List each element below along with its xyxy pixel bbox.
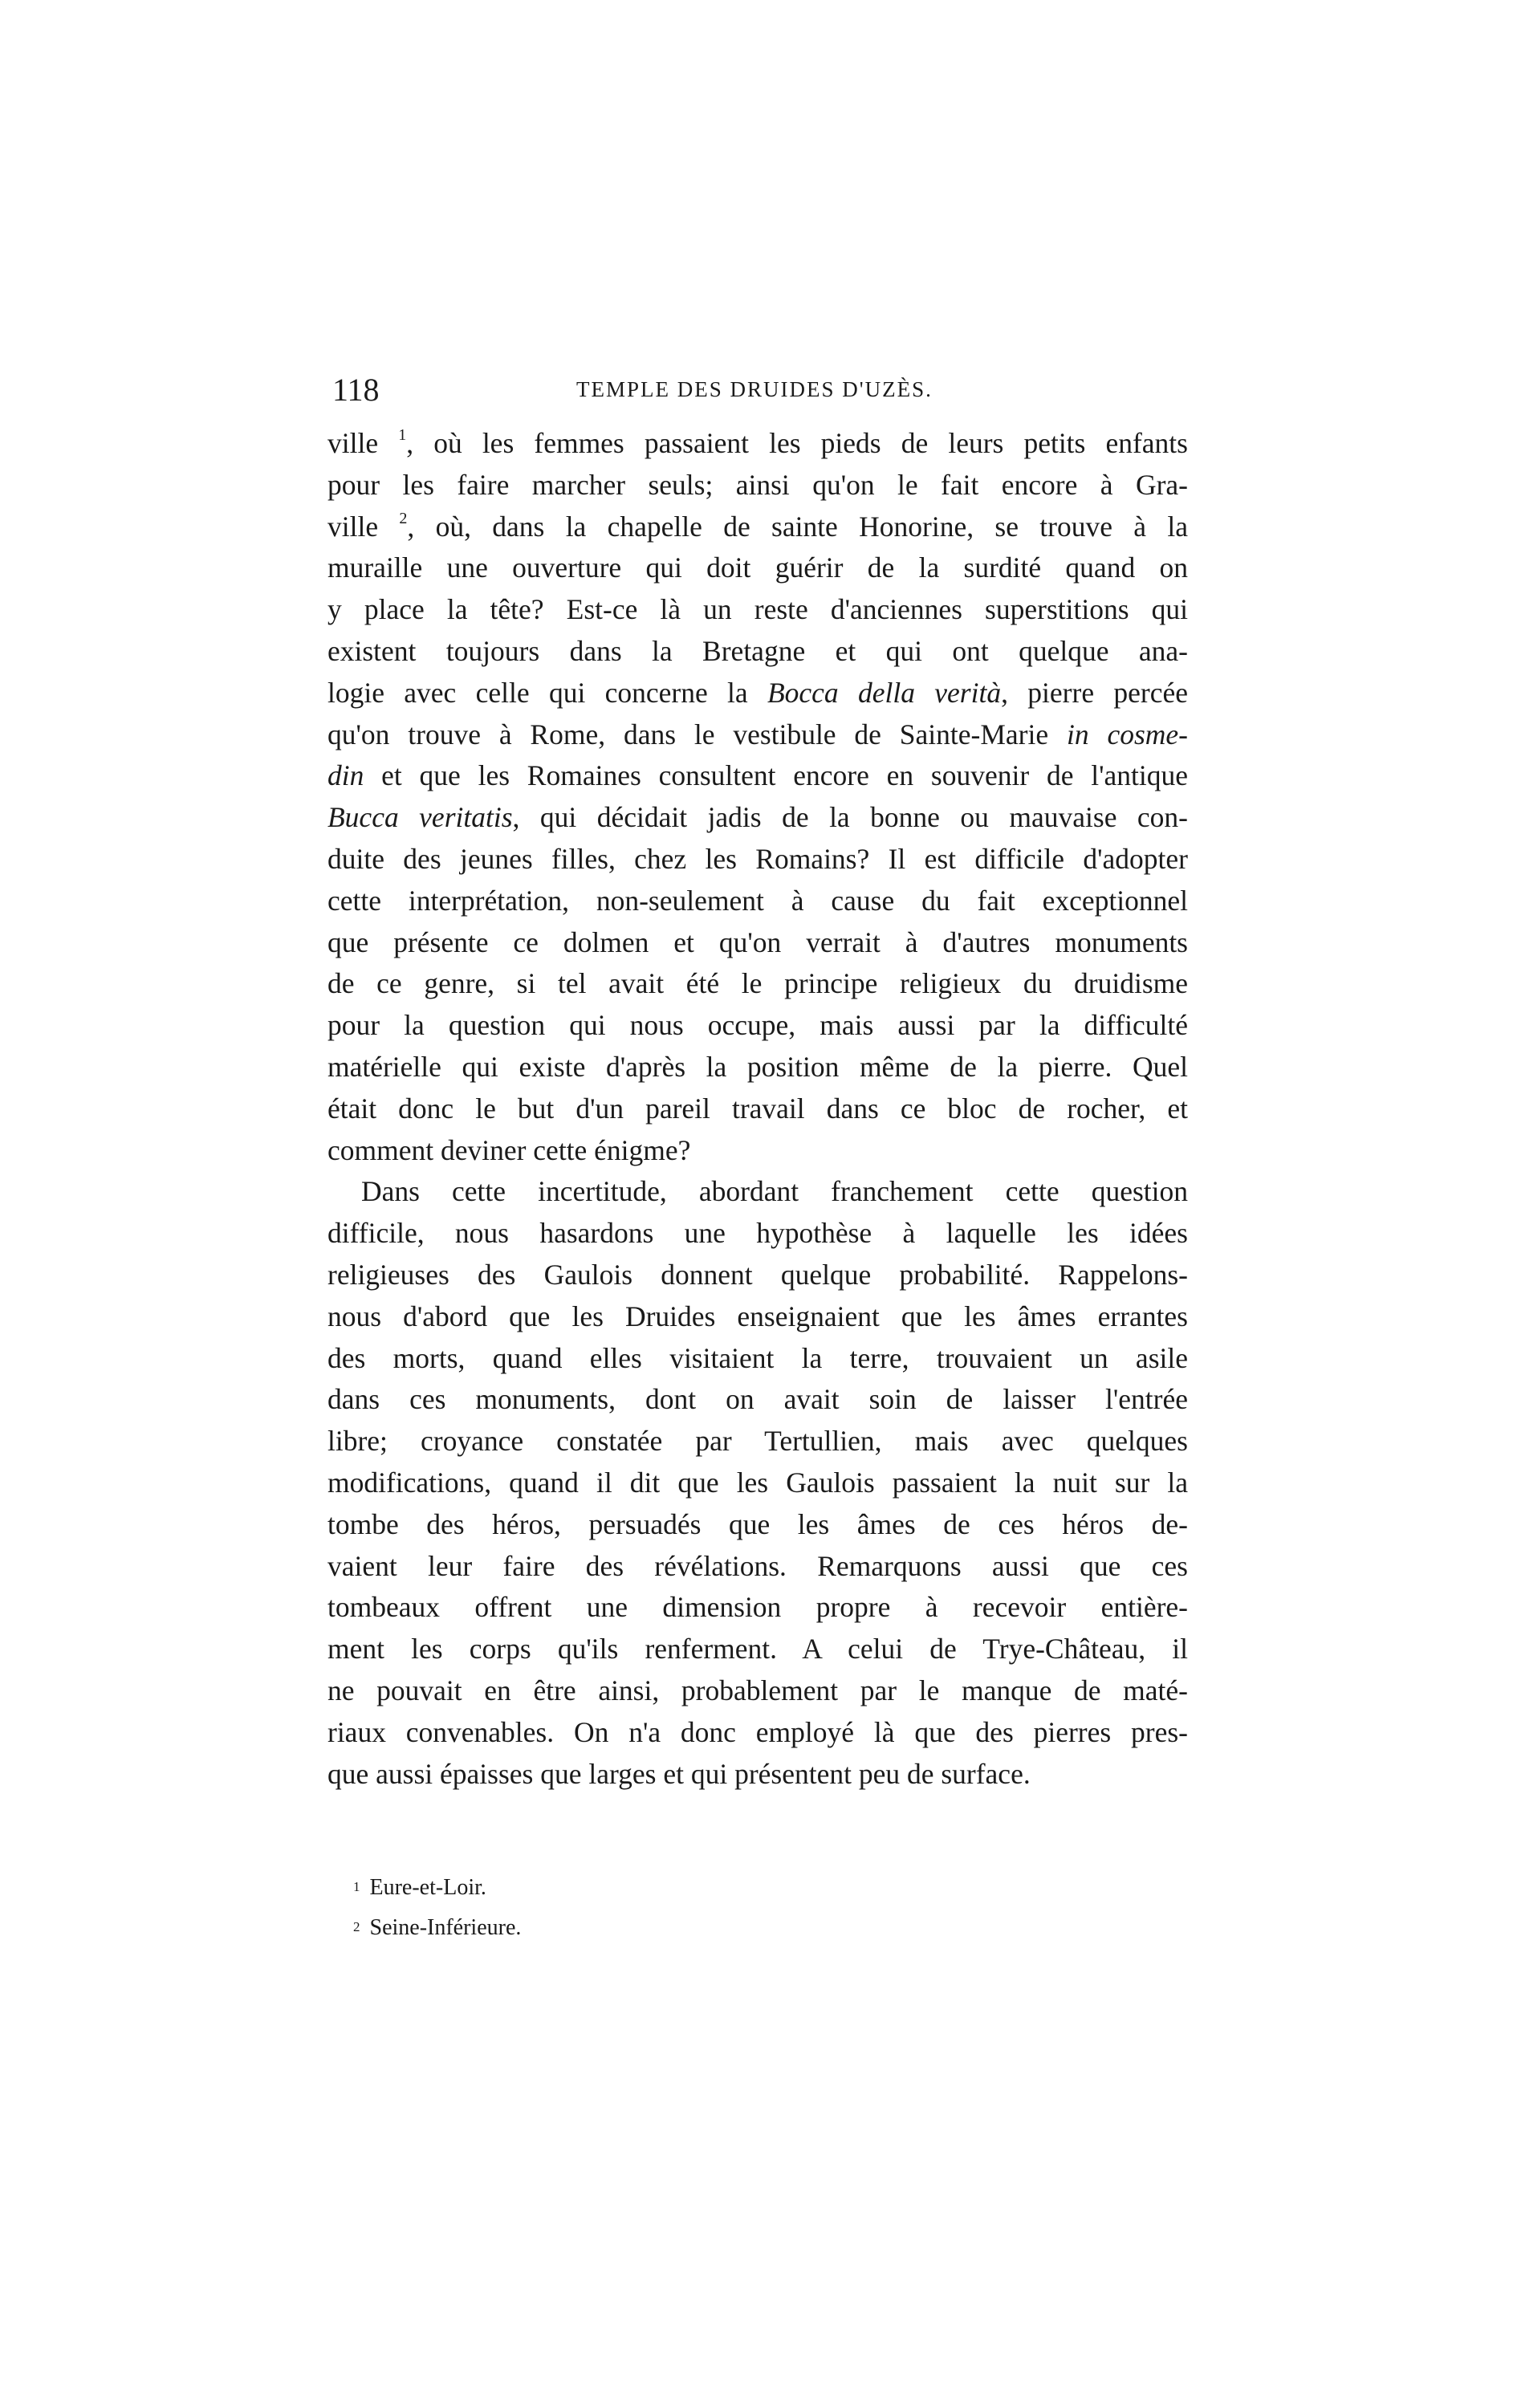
text-line — [327, 1546, 1188, 1588]
text-segment: duite des jeunes filles, chez les Romains? Il est difficile d'adopter — [327, 842, 1188, 875]
text-segment: Dans cette incertitude, abordant franchement cette question — [361, 1175, 1188, 1208]
text-line — [327, 1629, 1188, 1670]
text-line — [327, 1379, 1188, 1421]
text-segment: tombe des héros, persuadés que les âmes de ces héros de- — [327, 1507, 1188, 1540]
text-segment: cette interprétation, non-seulement à cause du fait exceptionnel — [327, 884, 1188, 917]
text-segment: existent toujours dans la Bretagne et qui ont quelque ana- — [327, 634, 1188, 667]
text-segment: muraille une ouverture qui doit guérir de la surdité quand on — [327, 551, 1188, 584]
text-line — [327, 1255, 1188, 1296]
text-line — [327, 1587, 1188, 1629]
text-line — [327, 1712, 1188, 1754]
text-segment: comment deviner cette énigme? — [327, 1133, 691, 1166]
text-line — [327, 465, 1188, 506]
text-segment: pour la question qui nous occupe, mais aussi par la difficulté — [327, 1009, 1188, 1042]
text-segment: tombeaux offrent une dimension propre à recevoir entière- — [327, 1591, 1188, 1624]
text-line — [327, 1005, 1188, 1047]
text-segment: logie avec celle qui concerne la — [327, 676, 767, 709]
text-line — [327, 922, 1188, 964]
text-segment: de ce genre, si tel avait été le principe religieux du druidisme — [327, 967, 1188, 1000]
text-line — [327, 673, 1188, 714]
text-segment: et que les Romaines consultent encore en souvenir de l'antique — [364, 759, 1188, 792]
text-line — [327, 547, 1188, 589]
italic-text: Bocca della verità — [767, 676, 1002, 709]
footnote-mark: 1 — [353, 1879, 360, 1894]
text-line — [327, 1504, 1188, 1546]
text-line — [327, 1421, 1188, 1462]
running-header — [327, 371, 1191, 411]
text-segment: modifications, quand il dit que les Gaulois passaient la nuit sur la — [327, 1466, 1188, 1499]
footnote-reference: 1 — [398, 426, 407, 444]
text-segment: , où, dans la chapelle de sainte Honorine, se trouve à la — [407, 510, 1188, 543]
text-line — [327, 1171, 1188, 1213]
text-segment: pour les faire marcher seuls; ainsi qu'on le fait encore à Gra- — [327, 468, 1188, 501]
body-text — [327, 423, 1188, 1795]
text-segment: ville — [327, 427, 399, 459]
text-line — [327, 1213, 1188, 1255]
text-segment: y place la tête? Est-ce là un reste d'anciennes superstitions qui — [327, 593, 1188, 626]
text-line — [327, 963, 1188, 1005]
text-line — [327, 1130, 1188, 1172]
text-segment: libre; croyance constatée par Tertullien, mais avec quelques — [327, 1425, 1188, 1458]
text-line — [327, 1047, 1188, 1088]
text-segment: ment les corps qu'ils renferment. A celui de Trye-Château, il — [327, 1633, 1188, 1666]
text-line — [327, 1296, 1188, 1338]
footnote-text: Seine-Inférieure. — [369, 1915, 522, 1940]
footnote-2 — [353, 1915, 521, 1941]
text-line — [327, 1462, 1188, 1504]
running-title: TEMPLE DES DRUIDES D'UZÈS. — [576, 377, 933, 401]
text-line — [327, 1088, 1188, 1130]
text-line — [327, 1670, 1188, 1712]
text-line — [327, 881, 1188, 922]
footnote-text: Eure-et-Loir. — [369, 1875, 486, 1900]
italic-text: in cosme- — [1066, 718, 1188, 750]
text-segment: était donc le but d'un pareil travail dans ce bloc de rocher, et — [327, 1092, 1188, 1125]
text-line — [327, 755, 1188, 797]
text-segment: des morts, quand elles visitaient la terre, trouvaient un asile — [327, 1341, 1188, 1374]
text-segment: vaient leur faire des révélations. Remarquons aussi que ces — [327, 1549, 1188, 1582]
text-segment: riaux convenables. On n'a donc employé là que des pierres pres- — [327, 1715, 1188, 1748]
text-line — [327, 714, 1188, 756]
text-segment: , où les femmes passaient les pieds de leurs petits enfants — [406, 427, 1188, 459]
text-segment: difficile, nous hasardons une hypothèse à laquelle les idées — [327, 1217, 1188, 1250]
text-segment: qu'on trouve à Rome, dans le vestibule de Sainte-Marie — [327, 718, 1067, 750]
text-segment: , pierre percée — [1001, 676, 1188, 709]
page-number: 118 — [332, 372, 380, 408]
text-line — [327, 589, 1188, 631]
text-segment: nous d'abord que les Druides enseignaient que les âmes errantes — [327, 1300, 1188, 1332]
text-segment: religieuses des Gaulois donnent quelque probabilité. Rappelons- — [327, 1258, 1188, 1291]
text-segment: matérielle qui existe d'après la position même de la pierre. Quel — [327, 1050, 1188, 1083]
text-segment: que aussi épaisses que larges et qui présentent peu de surface. — [327, 1757, 1031, 1790]
text-segment: ne pouvait en être ainsi, probablement par le manque de maté- — [327, 1674, 1188, 1706]
text-segment: , qui décidait jadis de la bonne ou mauvaise con- — [512, 801, 1189, 834]
italic-text: Bucca veritatis — [327, 801, 513, 834]
text-line — [327, 839, 1188, 881]
text-line — [327, 506, 1188, 548]
text-segment: ville — [327, 510, 400, 543]
footnote-mark: 2 — [353, 1919, 360, 1934]
text-line — [327, 423, 1188, 465]
footnote-1 — [353, 1875, 486, 1901]
text-segment: dans ces monuments, dont on avait soin de laisser l'entrée — [327, 1383, 1188, 1416]
italic-text: din — [327, 759, 364, 792]
footnote-reference: 2 — [399, 509, 408, 527]
text-line — [327, 797, 1188, 839]
text-line — [327, 1338, 1188, 1380]
text-line — [327, 1754, 1188, 1796]
text-line — [327, 631, 1188, 673]
text-segment: que présente ce dolmen et qu'on verrait à d'autres monuments — [327, 925, 1188, 958]
